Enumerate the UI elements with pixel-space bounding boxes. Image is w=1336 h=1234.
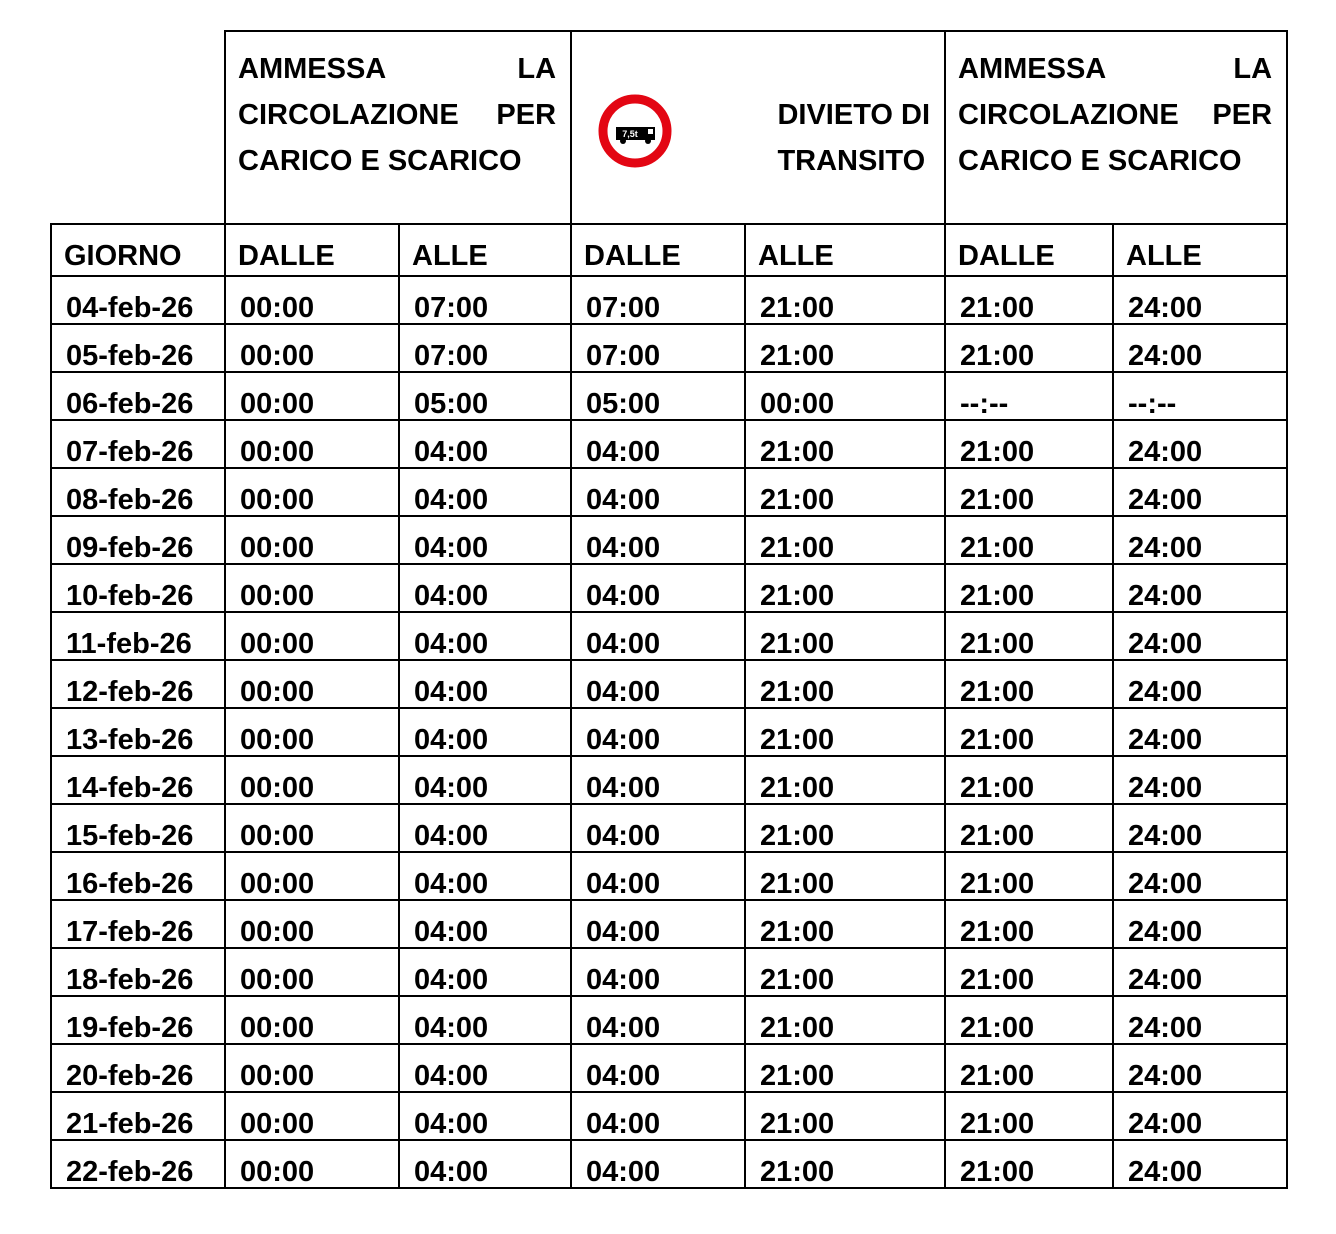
day-cell: 05-feb-26 [51,324,225,372]
to-2-cell: 21:00 [745,948,945,996]
from-3-cell: 21:00 [945,612,1113,660]
to-1-cell: 04:00 [399,660,571,708]
column-header-from-3: DALLE [945,224,1113,276]
table-row [51,756,1287,804]
day-cell: 04-feb-26 [51,276,225,324]
to-2-cell: 21:00 [745,1092,945,1140]
table-row [51,660,1287,708]
to-2-cell: 21:00 [745,708,945,756]
to-3-cell: 24:00 [1113,516,1287,564]
from-1-cell: 00:00 [225,804,399,852]
to-3-cell: 24:00 [1113,996,1287,1044]
table-row [51,276,1287,324]
to-1-cell: 04:00 [399,612,571,660]
from-2-cell: 04:00 [571,948,745,996]
from-2-cell: 04:00 [571,420,745,468]
day-cell: 11-feb-26 [51,612,225,660]
to-2-cell: 21:00 [745,660,945,708]
from-2-cell: 04:00 [571,516,745,564]
from-1-cell: 00:00 [225,948,399,996]
from-2-cell: 05:00 [571,372,745,420]
from-1-cell: 00:00 [225,564,399,612]
table-row [51,516,1287,564]
to-1-cell: 04:00 [399,516,571,564]
from-2-cell: 04:00 [571,660,745,708]
from-3-cell: 21:00 [945,708,1113,756]
to-2-cell: 21:00 [745,468,945,516]
group-header-transit-ban-text [777,92,930,184]
to-3-cell: 24:00 [1113,276,1287,324]
from-2-cell: 07:00 [571,276,745,324]
to-3-cell: 24:00 [1113,900,1287,948]
to-3-cell: 24:00 [1113,804,1287,852]
day-cell: 18-feb-26 [51,948,225,996]
no-trucks-sign-label: 7,5t [622,129,638,139]
day-cell: 09-feb-26 [51,516,225,564]
table-row [51,852,1287,900]
to-2-cell: 21:00 [745,1140,945,1188]
from-3-cell: --:-- [945,372,1113,420]
table-row [51,324,1287,372]
table-row [51,1044,1287,1092]
from-3-cell: 21:00 [945,324,1113,372]
to-1-cell: 04:00 [399,900,571,948]
day-cell: 20-feb-26 [51,1044,225,1092]
group-header-loading-morning [225,31,571,224]
to-3-cell: 24:00 [1113,948,1287,996]
to-1-cell: 05:00 [399,372,571,420]
to-3-cell: 24:00 [1113,1092,1287,1140]
from-1-cell: 00:00 [225,276,399,324]
table-row [51,900,1287,948]
to-3-cell: --:-- [1113,372,1287,420]
from-1-cell: 00:00 [225,324,399,372]
to-3-cell: 24:00 [1113,324,1287,372]
from-1-cell: 00:00 [225,372,399,420]
from-3-cell: 21:00 [945,468,1113,516]
column-header-to-3: ALLE [1113,224,1287,276]
from-3-cell: 21:00 [945,564,1113,612]
to-2-cell: 21:00 [745,276,945,324]
column-header-day: GIORNO [51,224,225,276]
from-1-cell: 00:00 [225,852,399,900]
to-1-cell: 04:00 [399,1140,571,1188]
group-header-row [51,31,1287,224]
to-1-cell: 04:00 [399,1044,571,1092]
transit-ban-line-1: DIVIETO DI [777,99,931,131]
day-cell: 15-feb-26 [51,804,225,852]
from-3-cell: 21:00 [945,900,1113,948]
day-cell: 06-feb-26 [51,372,225,420]
to-2-cell: 21:00 [745,324,945,372]
from-1-cell: 00:00 [225,1140,399,1188]
from-1-cell: 00:00 [225,612,399,660]
from-1-cell: 00:00 [225,516,399,564]
from-3-cell: 21:00 [945,1044,1113,1092]
table-row [51,420,1287,468]
day-cell: 16-feb-26 [51,852,225,900]
to-1-cell: 04:00 [399,948,571,996]
column-header-to-2: ALLE [745,224,945,276]
from-1-cell: 00:00 [225,1092,399,1140]
from-2-cell: 04:00 [571,1140,745,1188]
to-1-cell: 07:00 [399,324,571,372]
from-1-cell: 00:00 [225,1044,399,1092]
to-3-cell: 24:00 [1113,852,1287,900]
day-cell: 17-feb-26 [51,900,225,948]
to-1-cell: 04:00 [399,564,571,612]
table-row [51,804,1287,852]
to-3-cell: 24:00 [1113,1140,1287,1188]
to-3-cell: 24:00 [1113,660,1287,708]
table-row [51,1140,1287,1188]
from-2-cell: 04:00 [571,564,745,612]
from-2-cell: 04:00 [571,804,745,852]
from-2-cell: 04:00 [571,900,745,948]
from-3-cell: 21:00 [945,756,1113,804]
from-3-cell: 21:00 [945,948,1113,996]
to-1-cell: 04:00 [399,1092,571,1140]
to-3-cell: 24:00 [1113,708,1287,756]
group-header-loading-evening-text: AMMESSA LA CIRCOLAZIONE PER CARICO E SCARICO [958,53,1273,177]
table-row [51,612,1287,660]
to-2-cell: 21:00 [745,564,945,612]
to-2-cell: 21:00 [745,852,945,900]
column-header-to-1: ALLE [399,224,571,276]
to-2-cell: 21:00 [745,516,945,564]
to-2-cell: 00:00 [745,372,945,420]
day-cell: 10-feb-26 [51,564,225,612]
day-cell: 22-feb-26 [51,1140,225,1188]
table-row [51,468,1287,516]
to-3-cell: 24:00 [1113,564,1287,612]
from-1-cell: 00:00 [225,468,399,516]
empty-corner-cell [51,31,225,224]
column-header-row [51,224,1287,276]
to-2-cell: 21:00 [745,420,945,468]
from-2-cell: 07:00 [571,324,745,372]
to-3-cell: 24:00 [1113,612,1287,660]
table-row [51,564,1287,612]
from-1-cell: 00:00 [225,900,399,948]
to-1-cell: 04:00 [399,804,571,852]
from-2-cell: 04:00 [571,1092,745,1140]
table-row [51,1092,1287,1140]
to-3-cell: 24:00 [1113,468,1287,516]
day-cell: 14-feb-26 [51,756,225,804]
from-3-cell: 21:00 [945,420,1113,468]
column-header-from-2: DALLE [571,224,745,276]
column-header-from-1: DALLE [225,224,399,276]
from-3-cell: 21:00 [945,804,1113,852]
to-3-cell: 24:00 [1113,1044,1287,1092]
to-1-cell: 04:00 [399,708,571,756]
to-2-cell: 21:00 [745,804,945,852]
from-3-cell: 21:00 [945,516,1113,564]
to-1-cell: 07:00 [399,276,571,324]
to-2-cell: 21:00 [745,1044,945,1092]
from-3-cell: 21:00 [945,660,1113,708]
from-2-cell: 04:00 [571,1044,745,1092]
from-2-cell: 04:00 [571,612,745,660]
table-row [51,948,1287,996]
from-1-cell: 00:00 [225,420,399,468]
from-2-cell: 04:00 [571,756,745,804]
to-3-cell: 24:00 [1113,420,1287,468]
day-cell: 12-feb-26 [51,660,225,708]
group-header-loading-evening [945,31,1287,224]
group-header-loading-morning-text: AMMESSA LA CIRCOLAZIONE PER CARICO E SCARICO [238,53,557,177]
from-3-cell: 21:00 [945,852,1113,900]
to-1-cell: 04:00 [399,420,571,468]
from-1-cell: 00:00 [225,660,399,708]
to-2-cell: 21:00 [745,900,945,948]
to-1-cell: 04:00 [399,996,571,1044]
from-2-cell: 04:00 [571,852,745,900]
day-cell: 21-feb-26 [51,1092,225,1140]
from-1-cell: 00:00 [225,756,399,804]
transit-ban-line-2: TRANSITO [777,145,926,177]
day-cell: 13-feb-26 [51,708,225,756]
from-1-cell: 00:00 [225,708,399,756]
to-1-cell: 04:00 [399,756,571,804]
table-row [51,708,1287,756]
group-header-transit-ban [571,31,945,224]
to-1-cell: 04:00 [399,852,571,900]
from-3-cell: 21:00 [945,1092,1113,1140]
from-1-cell: 00:00 [225,996,399,1044]
from-3-cell: 21:00 [945,276,1113,324]
from-2-cell: 04:00 [571,468,745,516]
no-trucks-sign-icon [598,94,672,168]
to-2-cell: 21:00 [745,756,945,804]
from-2-cell: 04:00 [571,708,745,756]
from-3-cell: 21:00 [945,1140,1113,1188]
to-2-cell: 21:00 [745,996,945,1044]
table-row [51,996,1287,1044]
to-2-cell: 21:00 [745,612,945,660]
schedule-table [50,30,1288,1189]
to-3-cell: 24:00 [1113,756,1287,804]
to-1-cell: 04:00 [399,468,571,516]
from-3-cell: 21:00 [945,996,1113,1044]
day-cell: 19-feb-26 [51,996,225,1044]
day-cell: 07-feb-26 [51,420,225,468]
day-cell: 08-feb-26 [51,468,225,516]
table-row [51,372,1287,420]
from-2-cell: 04:00 [571,996,745,1044]
